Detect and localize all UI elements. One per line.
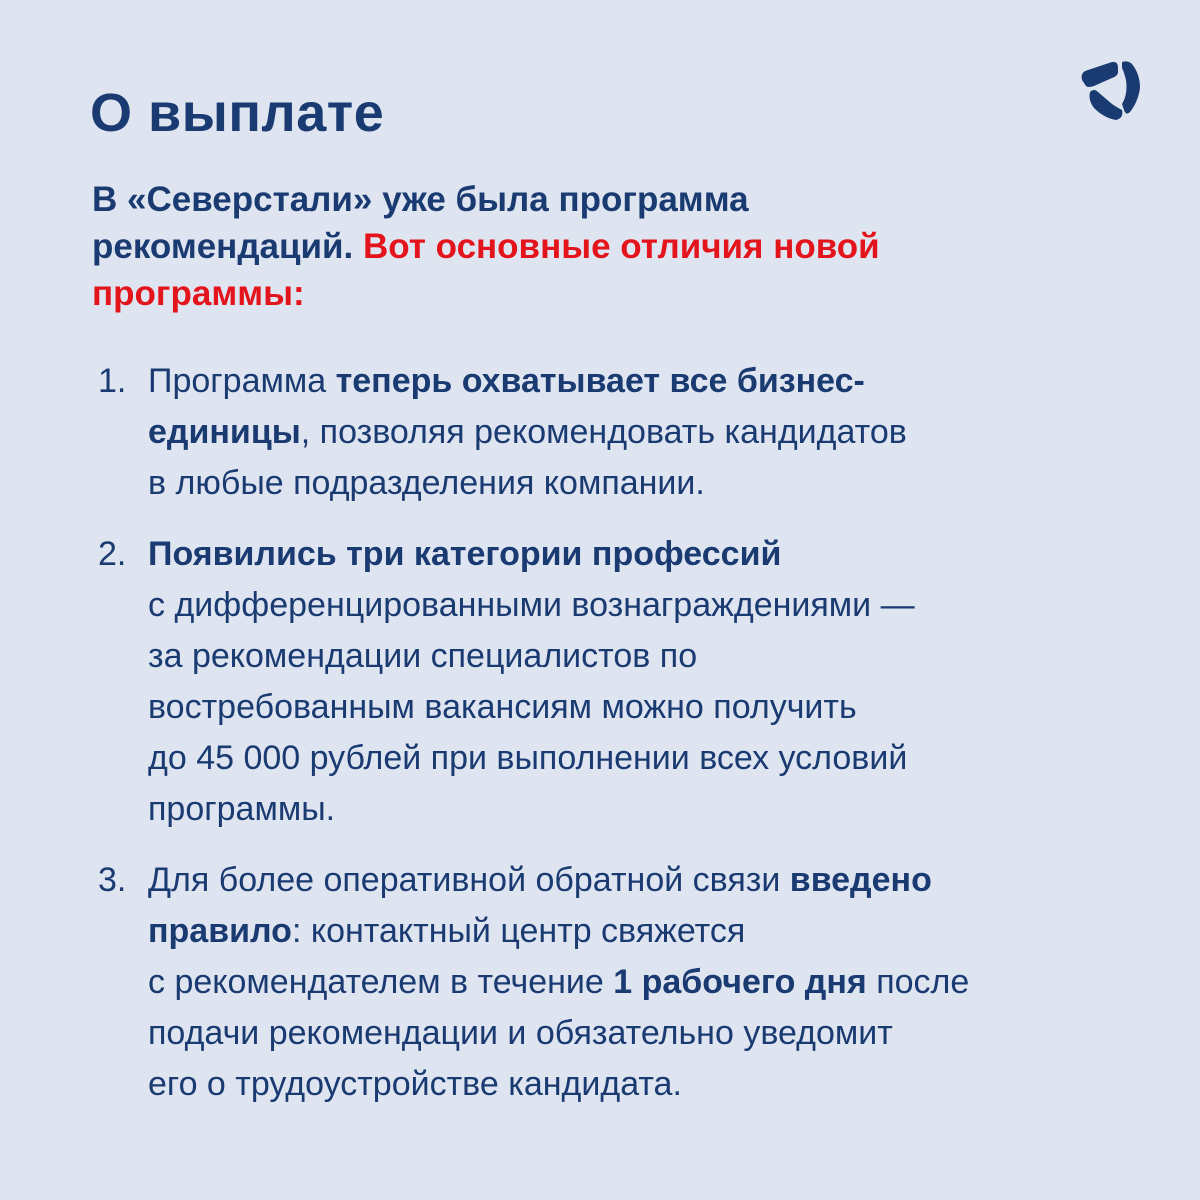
list-item-line: [148, 733, 1158, 784]
text: с дифференцированными вознаграждениями —: [148, 586, 915, 624]
text: после: [866, 963, 970, 1001]
text: в любые подразделения компании.: [148, 464, 705, 502]
bold-text: введено: [789, 861, 932, 899]
differences-list: [98, 356, 1158, 1130]
text: подачи рекомендации и обязательно уведомит: [148, 1014, 893, 1052]
list-item-line: [148, 458, 1158, 509]
intro-line-1: В «Северстали» уже была программа: [92, 180, 749, 219]
page-title: О выплате: [90, 83, 385, 143]
list-item-line: [148, 356, 1158, 407]
text: востребованным вакансиям можно получить: [148, 688, 857, 726]
list-item-line: [148, 1059, 1158, 1110]
list-item-line: [148, 682, 1158, 733]
list-item-line: [148, 906, 1158, 957]
bold-text: теперь охватывает все бизнес-: [335, 362, 865, 400]
bold-text: 1 рабочего дня: [613, 963, 867, 1001]
list-item: [98, 855, 1158, 1110]
list-item: [98, 529, 1158, 835]
severstal-logo-icon: [1078, 58, 1142, 122]
list-item-line: [148, 631, 1158, 682]
list-item-line: [148, 407, 1158, 458]
text: программы.: [148, 790, 336, 828]
text: до 45 000 рублей при выполнении всех условий: [148, 739, 908, 777]
list-number: 3.: [98, 861, 127, 899]
bold-text: правило: [148, 912, 292, 950]
list-item: [98, 356, 1158, 509]
text: его о трудоустройстве кандидата.: [148, 1065, 682, 1103]
text: Программа: [148, 362, 336, 400]
text: , позволяя рекомендовать кандидатов: [300, 413, 907, 451]
list-item-line: [148, 784, 1158, 835]
bold-text: Появились три категории профессий: [148, 535, 782, 573]
intro-highlight: Вот основные отличия новой: [363, 227, 880, 266]
bold-text: единицы: [148, 413, 301, 451]
intro-line-2: рекомендаций.: [92, 227, 363, 266]
list-item-line: [148, 580, 1158, 631]
text: за рекомендации специалистов по: [148, 637, 698, 675]
text: Для более оперативной обратной связи: [148, 861, 790, 899]
intro-text: [92, 176, 1092, 317]
list-item-line: [148, 529, 1158, 580]
list-item-line: [148, 957, 1158, 1008]
list-item-line: [148, 1008, 1158, 1059]
list-number: 1.: [98, 362, 127, 400]
text: с рекомендателем в течение: [148, 963, 614, 1001]
intro-highlight-end: программы:: [92, 274, 305, 313]
text: : контактный центр свяжется: [291, 912, 746, 950]
list-item-line: [148, 855, 1158, 906]
list-number: 2.: [98, 535, 127, 573]
